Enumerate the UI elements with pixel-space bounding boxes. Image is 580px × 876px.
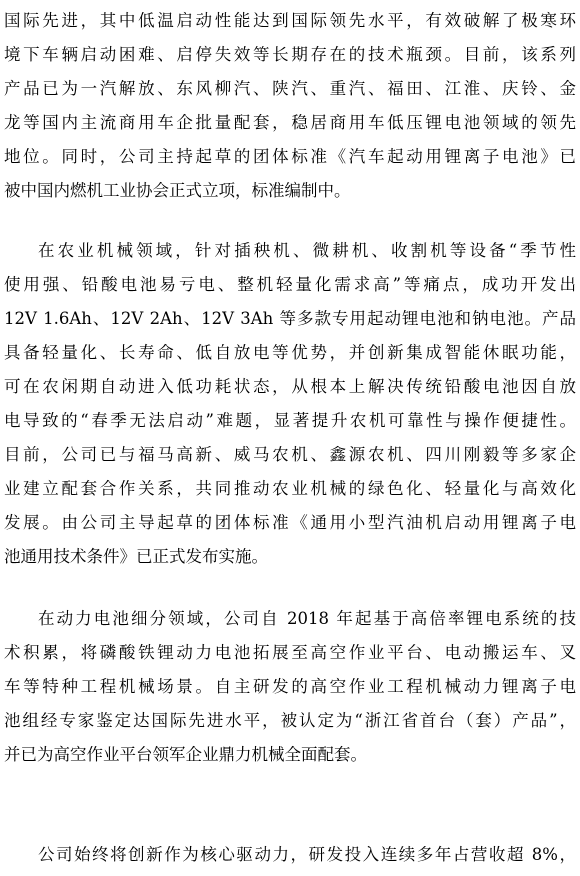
text-line: 产品已为一汽解放、东风柳汽、陕汽、重汽、福田、江淮、庆铃、金 [4, 79, 576, 98]
text-line: 具备轻量化、长寿命、低自放电等优势，并创新集成智能休眠功能， [4, 343, 576, 362]
text-line: 地位。同时，公司主持起草的团体标准《汽车起动用锂离子电池》已 [4, 147, 576, 166]
text-line: 12V 1.6Ah、12V 2Ah、12V 3Ah 等多款专用起动锂电池和钠电池。产品 [4, 309, 576, 328]
text-line: 被中国内燃机工业协会正式立项，标准编制中。 [4, 181, 351, 200]
text-line: 在动力电池细分领域，公司自 2018 年起基于高倍率锂电系统的技 [38, 609, 576, 628]
text-line: 公司始终将创新作为核心驱动力，研发投入连续多年占营收超 8%， [38, 845, 576, 864]
text-line: 业建立配套合作关系，共同推动农业机械的绿色化、轻量化与高效化 [4, 479, 576, 498]
text-line: 池通用技术条件》已正式发布实施。 [4, 547, 268, 566]
text-line: 术积累，将磷酸铁锂动力电池拓展至高空作业平台、电动搬运车、叉 [4, 643, 576, 662]
text-line: 龙等国内主流商用车企批量配套，稳居商用车低压锂电池领域的领先 [4, 113, 576, 132]
text-line: 国际先进，其中低温启动性能达到国际领先水平，有效破解了极寒环 [4, 11, 576, 30]
text-line: 池组经专家鉴定达国际先进水平，被认定为“浙江省首台（套）产品”， [4, 711, 576, 730]
text-line: 目前，公司已与福马高新、威马农机、鑫源农机、四川刚毅等多家企 [4, 445, 576, 464]
text-line: 电导致的“春季无法启动”难题，显著提升农机可靠性与操作便捷性。 [4, 411, 576, 430]
text-line: 在农业机械领域，针对插秧机、微耕机、收割机等设备“季节性 [38, 241, 576, 260]
text-line: 境下车辆启动困难、启停失效等长期存在的技术瓶颈。目前，该系列 [4, 45, 576, 64]
text-line: 发展。由公司主导起草的团体标准《通用小型汽油机启动用锂离子电 [4, 513, 576, 532]
text-line: 并已为高空作业平台领军企业鼎力机械全面配套。 [4, 745, 367, 764]
text-line: 使用强、铅酸电池易亏电、整机轻量化需求高”等痛点，成功开发出 [4, 275, 576, 294]
text-line: 车等特种工程机械场景。自主研发的高空作业工程机械动力锂离子电 [4, 677, 576, 696]
text-line: 可在农闲期自动进入低功耗状态，从根本上解决传统铅酸电池因自放 [4, 377, 576, 396]
